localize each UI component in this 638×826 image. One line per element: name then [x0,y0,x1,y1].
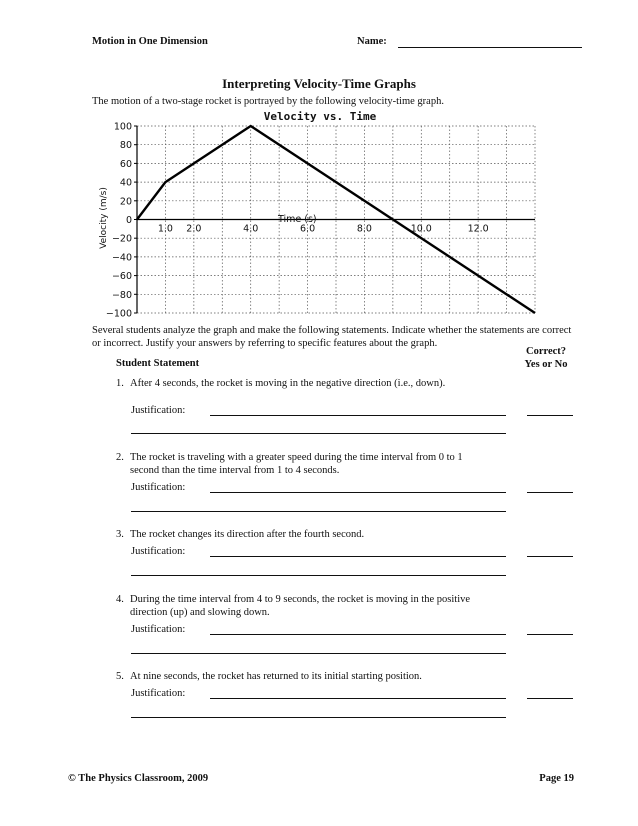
y-tick-label: 40 [119,177,132,189]
justification-line-2[interactable] [131,511,506,512]
correct-answer-line[interactable] [527,492,573,493]
x-tick-label: 12.0 [467,223,489,235]
y-tick-labels [106,122,132,320]
statement-2 [116,451,496,477]
statement-number: 4. [116,594,124,605]
x-tick-label: 4.0 [243,223,259,235]
justification-label: Justification: [131,546,186,557]
y-tick-label: −40 [111,252,132,264]
y-tick-label: 0 [125,215,132,226]
statement-text: At nine seconds, the rocket has returned to its initial starting position. [130,671,422,682]
justification-label: Justification: [131,405,186,416]
y-tick-label: −100 [105,308,132,320]
statement-number: 5. [116,671,124,682]
chart-title: Velocity vs. Time [263,110,377,123]
y-tick-label: 20 [119,196,132,208]
correct-header-line2: Yes or No [524,359,568,370]
statement-3 [116,528,496,541]
intro-text: The motion of a two-stage rocket is portrayed by the following velocity-time graph. [92,96,444,107]
statement-column-header: Student Statement [116,358,200,369]
statement-1 [116,377,496,390]
y-tick-label: 100 [113,121,132,133]
x-tick-label: 6.0 [300,223,316,235]
correct-answer-line[interactable] [527,634,573,635]
unit-title: Motion in One Dimension [92,36,208,47]
y-tick-label: 60 [119,158,132,170]
name-label: Name: [357,36,387,47]
justification-line-2[interactable] [131,653,506,654]
justification-line[interactable] [210,698,506,699]
justification-line-2[interactable] [131,433,506,434]
footer-page-number: Page 19 [539,773,574,784]
x-tick-label: 2.0 [186,223,202,235]
justification-line-2[interactable] [131,717,506,718]
y-tick-label: 80 [119,140,132,152]
statement-4 [116,593,496,619]
x-tick-label: 10.0 [410,223,432,235]
correct-column-header [518,345,574,371]
statement-number: 1. [116,378,124,389]
x-axis-label: Time (s) [278,214,317,225]
justification-line[interactable] [210,556,506,557]
statement-number: 2. [116,452,124,463]
y-tick-label: −60 [111,271,132,283]
y-axis-label: Velocity (m/s) [99,187,109,249]
statement-number: 3. [116,529,124,540]
justification-line[interactable] [210,492,506,493]
justification-line-2[interactable] [131,575,506,576]
justification-line[interactable] [210,634,506,635]
page-title: Interpreting Velocity-Time Graphs [222,76,416,91]
name-input-line[interactable] [398,47,582,48]
x-tick-labels [158,224,489,235]
footer-copyright: © The Physics Classroom, 2009 [68,773,209,784]
correct-header-line1: Correct? [525,346,567,357]
correct-answer-line[interactable] [527,556,573,557]
statement-text: After 4 seconds, the rocket is moving in the negative direction (i.e., down). [130,378,446,389]
velocity-time-graph [90,106,550,321]
statement-text: The rocket is traveling with a greater speed during the time interval from 0 to 1 second than the time interval from 1 to 4 seconds. [130,452,463,476]
justification-label: Justification: [131,624,186,635]
y-tick-label: −80 [111,289,132,301]
correct-answer-line[interactable] [527,415,573,416]
x-tick-label: 8.0 [356,223,372,235]
statement-text: The rocket changes its direction after the fourth second. [130,529,365,540]
statement-text: During the time interval from 4 to 9 seconds, the rocket is moving in the positive direction (up) and slowing down. [130,594,471,618]
x-tick-label: 1.0 [157,223,173,235]
statement-5 [116,670,496,683]
y-tick-label: −20 [111,233,132,245]
justification-label: Justification: [131,688,186,699]
justification-line[interactable] [210,415,506,416]
correct-answer-line[interactable] [527,698,573,699]
instructions: Several students analyze the graph and make the following statements. Indicate whether the statements are correct or incorrect. Justify your answers by referring to specific features about the graph. [92,325,572,349]
justification-label: Justification: [131,482,186,493]
